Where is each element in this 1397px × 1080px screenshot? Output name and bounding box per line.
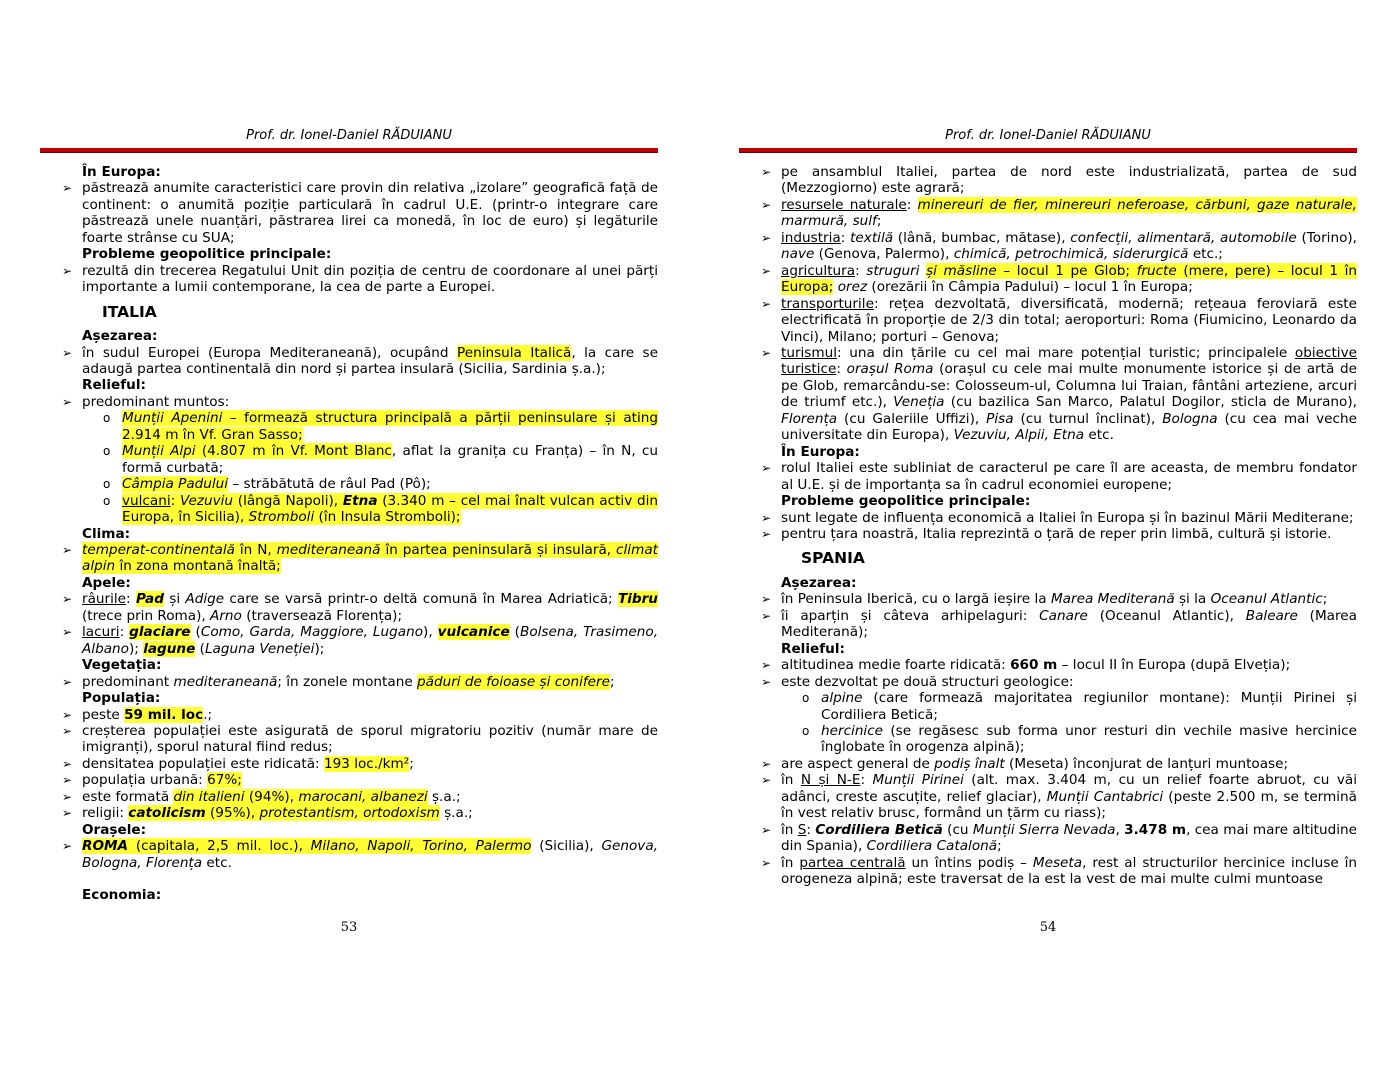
section-heading: Așezarea: (781, 574, 857, 591)
list-item: ➢ populația urbană: 67%; (62, 772, 658, 788)
list-item: ➢ religii: catolicism (95%), protestantism, ortodoxism ș.a.; (62, 805, 658, 821)
list-item: ➢ în partea centrală un întins podiș – Meseta, rest al structurilor hercinice incluse în orogeneza alpină; este traversat de la est la vest de mai multe culmi muntoase (761, 855, 1357, 888)
section-heading: Așezarea: (82, 328, 158, 345)
list-item: ➢ temperat-continentală în N, mediteraneană în partea peninsulară și insulară, climat alpin în zona montană înaltă; (62, 542, 658, 575)
list-item: ➢ agricultura: struguri și măsline – locul 1 pe Glob; fructe (mere, pere) – locul 1 în Europa; orez (orezării în Câmpia Padului) – locul 1 în Europa; (761, 263, 1357, 296)
section-heading: Economia: (82, 887, 162, 904)
page-header: Prof. dr. Ionel-Daniel RĂDUIANU (945, 128, 1151, 143)
list-item: ➢ rolul Italiei este subliniat de caracterul pe care îl are aceasta, de membru fondator al U.E. și de importanța sa în cadrul economiei europene; (761, 460, 1357, 493)
section-heading: Populația: (82, 690, 161, 707)
list-item: ➢ are aspect general de podiș înalt (Meseta) înconjurat de lanțuri muntoase; (761, 756, 1357, 772)
list-item: ➢ altitudinea medie foarte ridicată: 660 m – locul II în Europa (după Elveția); (761, 657, 1357, 673)
list-item: ➢ sunt legate de influența economică a Italiei în Europa și în bazinul Mării Mediterane; (761, 510, 1357, 526)
section-heading: Clima: (82, 525, 131, 542)
page-53 (0, 0, 698, 1080)
sub-item: o Câmpia Padului – străbătută de râul Pad (Pô); (62, 476, 658, 492)
list-item: ➢ turismul: una din țările cu cel mai mare potențial turistic; principalele obiective turistice: orașul Roma (orașul cu cele mai multe monumente istorice și de artă de pe Glob, remarcându-se: Colosseum-ul, Columna lui Traian, fântâni arteziene, arcuri de triumf etc.), Veneția (cu bazilica San Marco, Palatul Dogilor, sticla de Murano), Florența (cu Galeriile Uffizi), Pisa (cu turnul înclinat), Bologna (cu cea mai veche universitate din Europa), Vezuviu, Alpii, Etna etc. (761, 345, 1357, 444)
list-item: ➢ în S: Cordiliera Betică (cu Munții Sierra Nevada, 3.478 m, cea mai mare altitudine din Spania), Cordiliera Catalonă; (761, 822, 1357, 855)
list-item: ➢ pentru țara noastră, Italia reprezintă o țară de reper prin limbă, cultură și istorie. (761, 526, 1357, 542)
list-item: ➢ transporturile: rețea dezvoltată, diversificată, modernă; rețeaua feroviară este electrificată în proporție de 2/3 din total; aeroporturi: Roma (Fiumicino, Leonardo da Vinci), Milano; porturi – Genova; (761, 296, 1357, 345)
section-heading: Orașele: (82, 821, 147, 838)
list-item: ➢ ROMA (capitala, 2,5 mil. loc.), Milano, Napoli, Torino, Palermo (Sicilia), Genova, Bologna, Florența etc. (62, 838, 658, 871)
list-item: ➢ râurile: Pad și Adige care se varsă printr-o deltă comună în Marea Adriatică; Tibru (trece prin Roma), Arno (traversează Florența); (62, 591, 658, 624)
sub-item: o Munții Alpi (4.807 m în Vf. Mont Blanc, aflat la granița cu Franța) – în N, cu formă curbată; (62, 443, 658, 476)
list-item: ➢ în Peninsula Iberică, cu o largă ieșire la Marea Mediterană și la Oceanul Atlantic; (761, 591, 1357, 607)
list-item: ➢ creșterea populației este asigurată de sporul migratoriu pozitiv (număr mare de imigranți), sporul natural fiind redus; (62, 723, 658, 756)
sub-item: o vulcani: Vezuviu (lângă Napoli), Etna (3.340 m – cel mai înalt vulcan activ din Europa, în Sicilia), Stromboli (în Insula Stromboli); (62, 493, 658, 526)
section-heading: Relieful: (781, 640, 845, 657)
list-item: ➢ pe ansamblul Italiei, partea de nord este industrializată, partea de sud (Mezzogiorno) este agrară; (761, 164, 1357, 197)
section-heading: În Europa: (781, 443, 860, 460)
list-item: ➢ păstrează anumite caracteristici care provin din relativa „izolare” geografică față de continent: o anumită poziție particulară în cadrul U.E. (printr-o integrare care păstrează unele nuanțări, păstrarea lirei ca monedă, în loc de euro) și legăturile foarte strânse cu SUA; (62, 180, 658, 246)
list-item: ➢ industria: textilă (lână, bumbac, mătase), confecții, alimentară, automobile (Torino), nave (Genova, Palermo), chimică, petrochimică, siderurgică etc.; (761, 230, 1357, 263)
section-heading: În Europa: (82, 164, 161, 180)
list-item: ➢ densitatea populației este ridicată: 193 loc./km²; (62, 756, 658, 772)
list-item: ➢ în sudul Europei (Europa Mediteraneană), ocupând Peninsula Italică, la care se adaugă partea continentală din nord și partea insulară (Sicilia, Sardinia ș.a.); (62, 345, 658, 378)
page-number: 53 (340, 920, 358, 935)
page-content (761, 164, 1357, 887)
list-item: ➢ este dezvoltat pe două structuri geologice: (761, 674, 1357, 690)
list-item: ➢ în N și N-E: Munții Pirinei (alt. max. 3.404 m, cu un relief foarte abruot, cu văi adânci, creste ascuțite, relief glaciar), Munții Cantabrici (peste 2.500 m, se termină în vest relativ brusc, formând un țărm cu riass); (761, 772, 1357, 821)
page-content (62, 164, 658, 903)
section-heading: Apele: (82, 574, 131, 591)
section-heading: Probleme geopolitice principale: (781, 493, 1031, 510)
header-rule (739, 148, 1357, 152)
list-item: ➢ peste 59 mil. loc.; (62, 707, 658, 723)
list-item: ➢ lacuri: glaciare (Como, Garda, Maggiore, Lugano), vulcanice (Bolsena, Trasimeno, Albano); lagune (Laguna Veneției); (62, 624, 658, 657)
page-header: Prof. dr. Ionel-Daniel RĂDUIANU (246, 128, 452, 143)
sub-item: o Munții Apenini – formează structura principală a părții peninsulare și ating 2.914 m în Vf. Gran Sasso; (62, 410, 658, 443)
sub-item: o alpine (care formează majoritatea regiunilor montane): Munții Pirinei și Cordiliera Betică; (761, 690, 1357, 723)
list-item: ➢ rezultă din trecerea Regatului Unit din poziția de centru de coordonare al unei părți importante a lumii contemporane, la cea de parte a Europei. (62, 263, 658, 296)
chapter-title: ITALIA (102, 302, 157, 321)
sub-item: o hercinice (se regăsesc sub forma unor resturi din vechile masive hercinice înglobate în orogenza alpină); (761, 723, 1357, 756)
list-item: ➢ resursele naturale: minereuri de fier, minereuri neferoase, cărbuni, gaze naturale, marmură, sulf; (761, 197, 1357, 230)
section-heading: Relieful: (82, 377, 146, 394)
list-item: ➢ predominant mediteraneană; în zonele montane păduri de foioase și conifere; (62, 674, 658, 690)
list-item: ➢ îi aparțin și câteva arhipelaguri: Canare (Oceanul Atlantic), Baleare (Marea Mediterană); (761, 608, 1357, 641)
chapter-title: SPANIA (801, 549, 865, 568)
section-heading: Vegetația: (82, 657, 162, 674)
page-54 (699, 0, 1397, 1080)
header-rule (40, 148, 658, 152)
page-number: 54 (1039, 920, 1057, 935)
list-item: ➢ predominant muntos: (62, 394, 658, 410)
list-item: ➢ este formată din italieni (94%), marocani, albanezi ș.a.; (62, 789, 658, 805)
section-heading: Probleme geopolitice principale: (82, 246, 332, 263)
